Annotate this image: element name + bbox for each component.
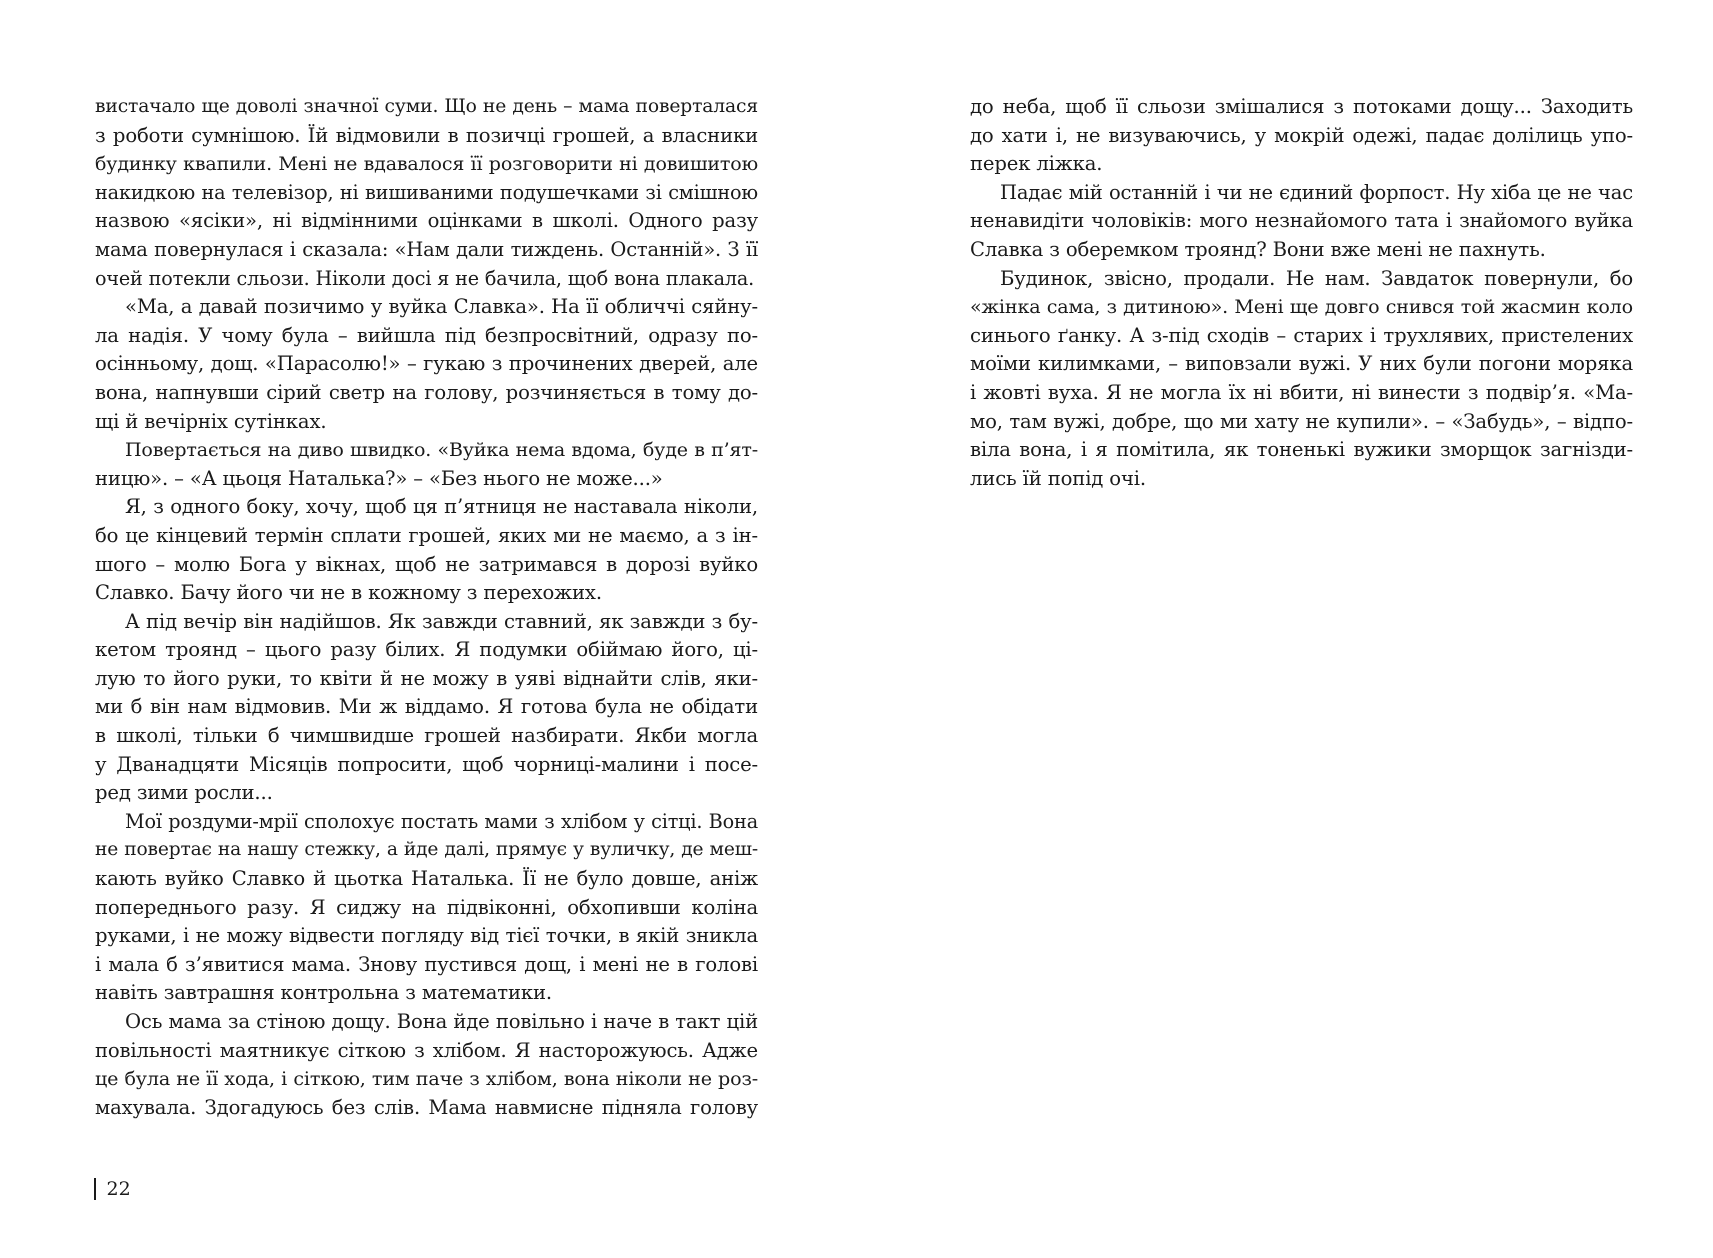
text-line: перек ліжка. — [970, 152, 1103, 176]
text-line: осінньому, дощ. «Парасолю!» – гукаю з прочинених дверей, але — [95, 352, 758, 376]
text-line: ла надія. У чому була – вийшла під безпросвітний, одразу по- — [95, 323, 758, 347]
text-line: ред зими росли... — [95, 781, 273, 805]
text-line: А під вечір він надійшов. Як завжди ставний, як завжди з бу- — [125, 609, 758, 633]
left-column-text — [95, 93, 758, 1122]
text-line: попереднього разу. Я сиджу на підвіконні, обхопивши коліна — [95, 895, 758, 919]
page-footer — [94, 1177, 131, 1201]
text-line: лую то його руки, то квіти й не можу в уяві віднайти слів, яки- — [95, 666, 758, 690]
text-line: з роботи сумнішою. Їй відмовили в позичці грошей, а власники — [95, 123, 758, 147]
text-line: Мої роздуми-мрії сполохує постать мами з хлібом у сітці. Вона — [125, 809, 758, 833]
text-line: очей потекли сльози. Ніколи досі я не бачила, щоб вона плакала. — [95, 266, 755, 290]
text-line: махувала. Здогадуюсь без слів. Мама навмисне підняла голову — [95, 1095, 758, 1119]
text-line: Повертається на диво швидко. «Вуйка нема вдома, буде в п’ят- — [125, 439, 758, 462]
text-line: назвою «ясіки», ні відмінними оцінками в школі. Одного разу — [95, 209, 758, 233]
right-column-text — [970, 93, 1633, 493]
text-line: мо, там вужі, добре, що ми хату не купили». – «Забудь», – відпо- — [970, 409, 1633, 433]
text-line: це була не її хода, і сіткою, тим паче з хлібом, вона ніколи не роз- — [95, 1067, 758, 1091]
text-line: в школі, тільки б чимшвидше грошей назбирати. Якби могла — [95, 724, 758, 748]
text-line: у Дванадцяти Місяців попросити, щоб чорниці-малини і посе- — [95, 752, 758, 776]
text-line: щі й вечірніх сутінках. — [95, 409, 327, 433]
text-line: віла вона, і я помітила, як тоненькі вужики зморщок загнізди- — [970, 438, 1633, 462]
text-line: кають вуйко Славко й цьотка Наталька. Її не було довше, аніж — [95, 867, 758, 891]
text-line: до хати і, не визуваючись, у мокрій одежі, падає долілиць упо- — [970, 123, 1633, 147]
text-line: і жовті вуха. Я не могла їх ні вбити, ні винести з подвір’я. «Ма- — [970, 380, 1633, 404]
text-line: руками, і не можу відвести погляду від тієї точки, в якій зникла — [95, 924, 758, 948]
text-line: ми б він нам відмовив. Ми ж віддамо. Я готова була не обідати — [95, 695, 758, 719]
text-line: Я, з одного боку, хочу, щоб ця п’ятниця не наставала ніколи, — [125, 495, 758, 519]
text-line: Славко. Бачу його чи не в кожному з перехожих. — [95, 581, 602, 605]
text-line: будинку квапили. Мені не вдавалося її розговорити ні довишитою — [95, 153, 758, 176]
text-line: бо це кінцевий термін сплати грошей, яких ми не маємо, а з ін- — [95, 523, 758, 547]
text-line: до неба, щоб її сльози змішалися з потоками дощу... Заходить — [970, 95, 1633, 118]
text-line: вистачало ще доволі значної суми. Що не день – мама поверталася — [95, 96, 758, 117]
text-line: Славка з оберемком троянд? Вони вже мені не пахнуть. — [970, 237, 1546, 261]
text-line: Ось мама за стіною дощу. Вона йде повільно і наче в такт цій — [125, 1010, 758, 1033]
text-line: кетом троянд – цього разу білих. Я подумки обіймаю його, ці- — [95, 638, 758, 662]
text-line: накидкою на телевізор, ні вишиваними подушечками зі смішною — [95, 180, 758, 204]
footer-divider — [94, 1178, 96, 1200]
text-line: ненавидіти чоловіків: мого незнайомого тата і знайомого вуйка — [970, 209, 1633, 233]
text-line: мама повернулася і сказала: «Нам дали тиждень. Останній». З її — [95, 237, 758, 261]
page-number: 22 — [106, 1178, 131, 1200]
text-line: і мала б з’явитися мама. Знову пустився дощ, і мені не в голові — [95, 952, 758, 976]
text-line: повільності маятникує сіткою з хлібом. Я насторожуюсь. Адже — [95, 1038, 758, 1062]
text-line: Будинок, звісно, продали. Не нам. Завдаток повернули, бо — [1000, 266, 1633, 290]
text-line: «жінка сама, з дитиною». Мені ще довго снився той жасмин коло — [970, 295, 1633, 319]
text-line: не повертає на нашу стежку, а йде далі, прямує у вуличку, де меш- — [95, 839, 758, 861]
text-line: лись їй попід очі. — [970, 466, 1146, 490]
text-line: Падає мій останній і чи не єдиний форпост. Ну хіба це не час — [1000, 180, 1633, 204]
text-line: навіть завтрашня контрольна з математики. — [95, 981, 552, 1005]
text-line: шого – молю Бога у вікнах, щоб не затримався в дорозі вуйко — [95, 552, 758, 576]
text-line: «Ма, а давай позичимо у вуйка Славка». На її обличчі сяйну- — [125, 295, 758, 319]
text-line: вона, напнувши сірий светр на голову, розчиняється в тому до- — [95, 380, 758, 404]
text-line: ницю». – «А цьоця Наталька?» – «Без нього не може...» — [95, 466, 663, 490]
text-line: синього ґанку. А з-під сходів – старих і трухлявих, пристелених — [970, 323, 1633, 347]
text-line: моїми килимками, – виповзали вужі. У них були погони моряка — [970, 352, 1633, 376]
